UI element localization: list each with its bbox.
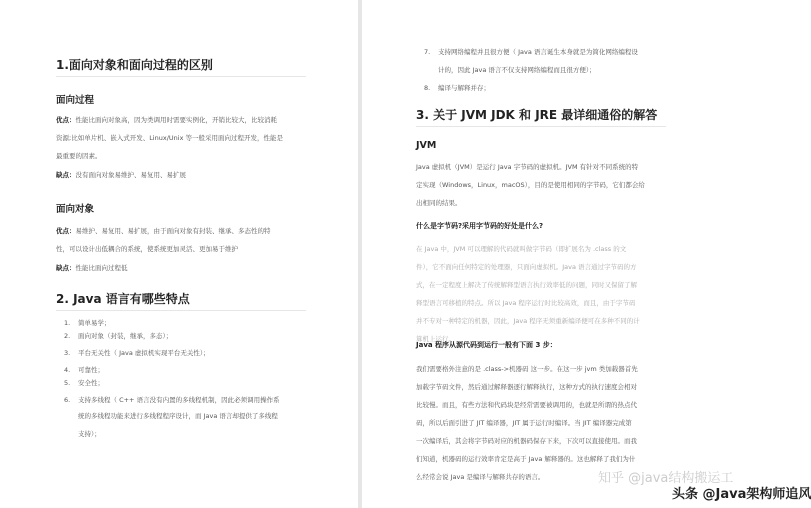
list-item: 8. 编译与解释并存； (424, 84, 490, 92)
toutiao-watermark: 头条 @Java架构师追风 (672, 487, 811, 502)
feature-list (64, 317, 280, 443)
right-page (362, 0, 811, 508)
list-item: 7. 支持网络编程并且很方便（ Java 语言诞生本身就是为简化网络编程设 (424, 48, 638, 56)
question-three-steps: Java 程序从源代码到运行一般有下面 3 步： (416, 341, 557, 349)
text-line: 性能比面向对象高，因为类调用时需要实例化，开销比较大，比较消耗 (75, 116, 277, 124)
heading-jvm-jdk-jre: 3. 关于 JVM JDK 和 JRE 最详细通俗的解答 (416, 108, 658, 122)
dis-label: 缺点： (56, 171, 76, 179)
list-item: 1. 简单易学； (64, 319, 111, 327)
text-line: 并不专对一种特定的机器，因此，Java 程序无须重新编译便可在多种不同的计 (416, 317, 640, 325)
heading-underline (56, 310, 306, 311)
heading-underline (416, 126, 666, 127)
text-line: 式，在一定程度上解决了传统解释型语言执行效率低的问题，同时又保留了解 (416, 281, 637, 289)
text-line: 算机上运行。 (416, 335, 455, 343)
heading-underline (56, 76, 306, 77)
question-bytecode: 什么是字节码?采用字节码的好处是什么? (416, 222, 544, 230)
text-line: 在 Java 中，JVM 可以理解的代码就叫做字节码（即扩展名为 .class 的文 (416, 245, 627, 253)
subheading-process: 面向过程 (56, 95, 95, 106)
adv-label: 优点： (56, 227, 76, 235)
text-line: 定实现（Windows，Linux，macOS），目的是使用相同的字节码，它们都会给 (416, 181, 645, 189)
text-line: 比较慢。而且，有些方法和代码块是经常需要被调用的，也就是所谓的热点代 (416, 401, 637, 409)
list-item: 6. 支持多线程（ C++ 语言没有内置的多线程机制，因此必须调用操作系 (64, 396, 280, 404)
list-item: 2. 面向对象（封装，继承，多态）； (64, 332, 173, 340)
bytecode-answer (416, 240, 640, 348)
text-line: 加载字节码文件，然后通过解释器逐行解释执行，这种方式的执行速度会相对 (416, 383, 637, 391)
text-line: 件），它不面向任何特定的处理器，只面向虚拟机。Java 语言通过字节码的方 (416, 263, 637, 271)
list-item: 5. 安全性； (64, 379, 104, 387)
text-line: 们知道，机器码的运行效率肯定是高于 Java 解释器的。这也解释了我们为什 (416, 455, 636, 463)
text-line: Java 虚拟机（JVM）是运行 Java 字节码的虚拟机。JVM 有针对不同系统的特 (416, 163, 639, 171)
text-line: 么经常会说 Java 是编译与解释共存的语言。 (416, 473, 545, 481)
process-advantages (56, 111, 283, 165)
text-line: 性，可以设计出低耦合的系统，使系统更加灵活、更加易于维护 (56, 245, 238, 253)
adv-label: 优点： (56, 116, 76, 124)
jvm-description (416, 158, 645, 212)
list-item-continuation: 统的多线程功能来进行多线程程序设计，而 Java 语言却提供了多线程 (78, 412, 278, 420)
object-advantages (56, 222, 271, 258)
left-page (0, 0, 358, 508)
text-line: 我们需要格外注意的是 .class->机器码 这一步。在这一步 jvm 类加载器首先 (416, 365, 638, 373)
list-item-continuation: 计的，因此 Java 语言不仅支持网络编程而且很方便）； (438, 66, 596, 74)
text-line: 性能比面向过程低 (75, 264, 128, 272)
heading-java-features: 2. Java 语言有哪些特点 (56, 292, 190, 306)
dis-label: 缺点： (56, 264, 76, 272)
subheading-jvm: JVM (416, 140, 437, 151)
feature-list-continued (424, 43, 638, 97)
text-line: 释型语言可移植的特点。所以 Java 程序运行时比较高效，而且，由于字节码 (416, 299, 636, 307)
text-line: 一次编译后，其会将字节码对应的机器码保存下来，下次可以直接使用。而我 (416, 437, 637, 445)
zhihu-watermark: 知乎 @java结构搬运工 (598, 471, 734, 486)
object-disadvantages (56, 259, 128, 277)
text-line: 资源;比如单片机、嵌入式开发、Linux/Unix 等一般采用面向过程开发，性能是 (56, 134, 283, 142)
process-disadvantages (56, 166, 186, 184)
text-line: 易维护、易复用、易扩展，由于面向对象有封装、继承、多态性的特 (75, 227, 271, 235)
text-line: 码，所以后面引进了 JIT 编译器，JIT 属于运行时编译。当 JIT 编译器完成第 (416, 419, 632, 427)
heading-oop-vs-pop: 1.面向对象和面向过程的区别 (56, 58, 213, 72)
list-item: 3. 平台无关性（ Java 虚拟机实现平台无关性）； (64, 349, 210, 357)
text-line: 没有面向对象易维护、易复用、易扩展 (75, 171, 186, 179)
subheading-object: 面向对象 (56, 204, 95, 215)
list-item-continuation: 支持）； (78, 430, 101, 438)
list-item: 4. 可靠性； (64, 366, 104, 374)
text-line: 出相同的结果。 (416, 199, 462, 207)
text-line: 最重要的因素。 (56, 152, 102, 160)
